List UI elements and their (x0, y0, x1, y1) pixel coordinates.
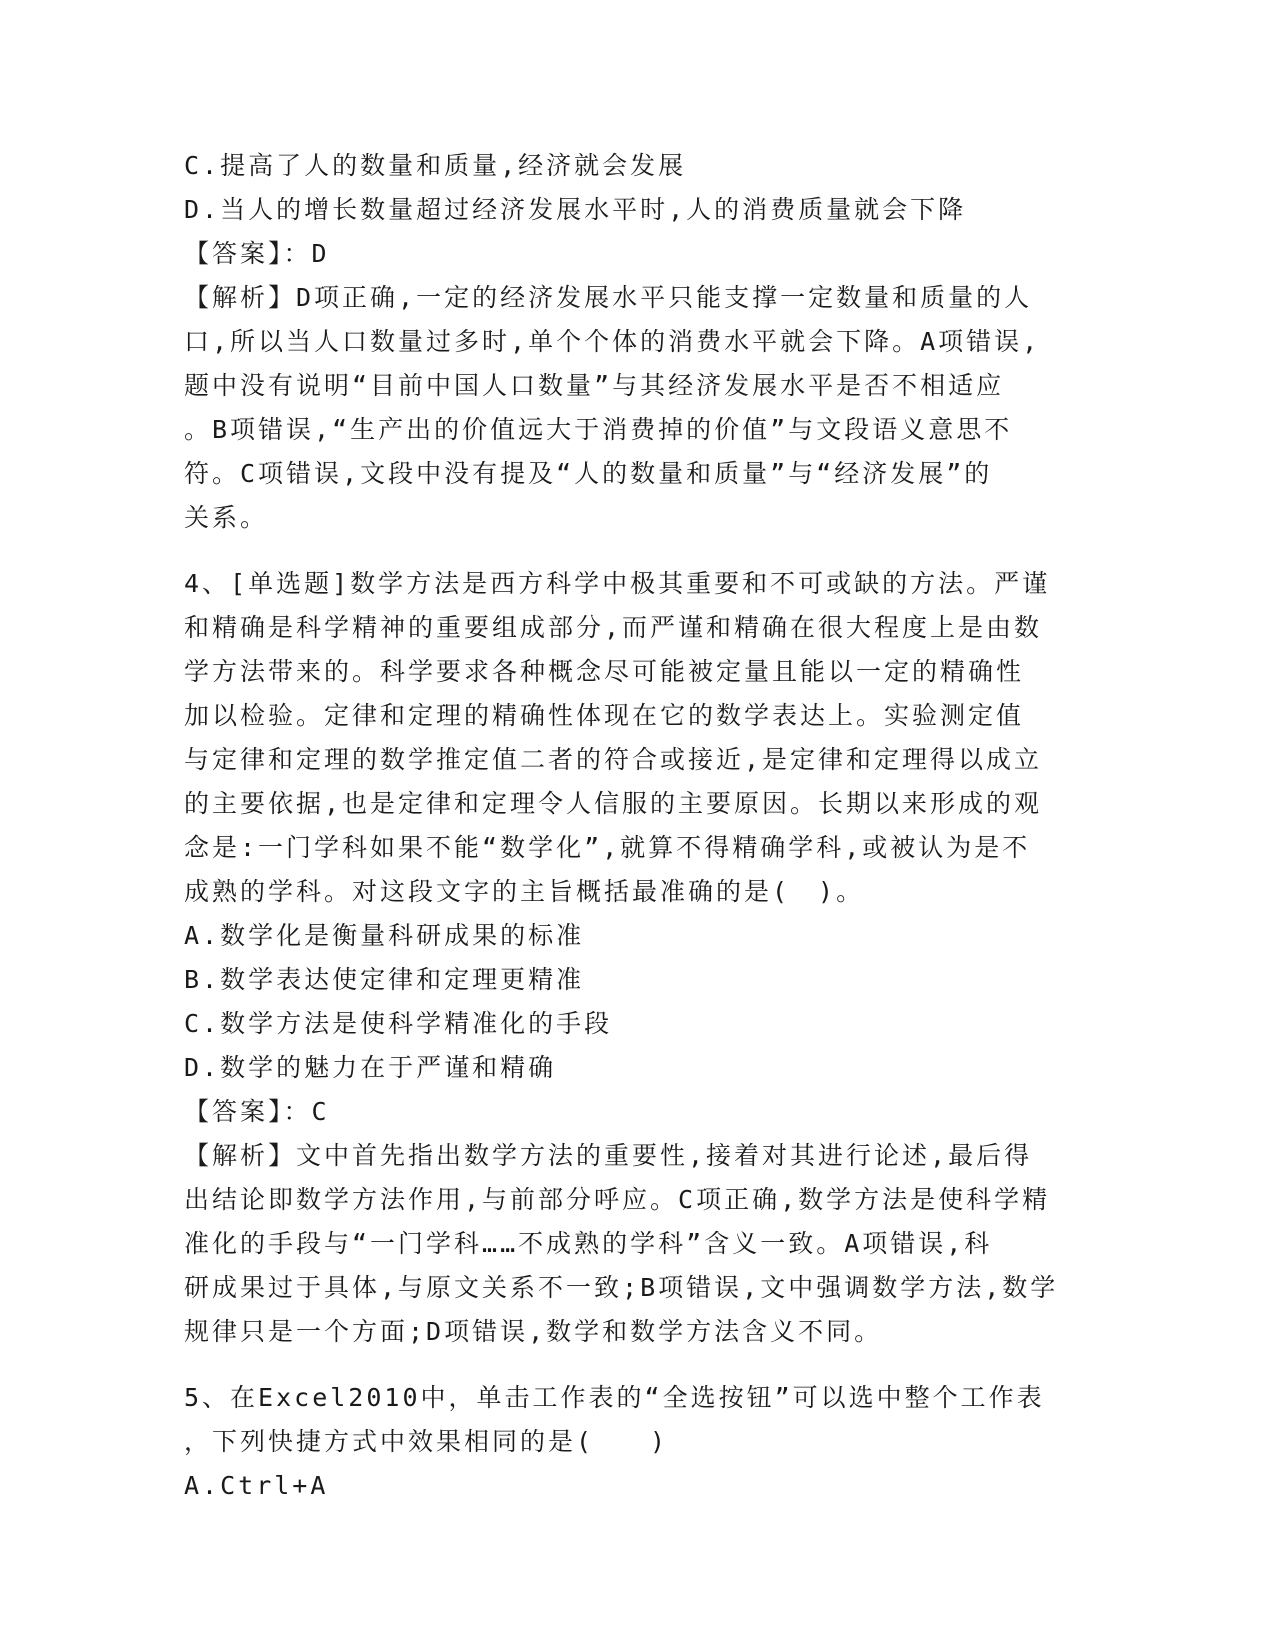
prev-question-block (184, 144, 1084, 540)
stem-line: 的主要依据,也是定律和定理令人信服的主要原因。长期以来形成的观 (184, 789, 1043, 818)
stem-line: 成熟的学科。对这段文字的主旨概括最准确的是( )。 (184, 877, 865, 906)
option-d: D.数学的魅力在于严谨和精确 (184, 1053, 557, 1082)
question-stem (184, 562, 1084, 914)
analysis-line: 符。C项错误,文段中没有提及“人的数量和质量”与“经济发展”的 (184, 459, 993, 488)
question-5-block (184, 1376, 1084, 1508)
answer: 【答案】：C (184, 1097, 330, 1126)
question-4-block (184, 562, 1084, 1354)
stem-line: 加以检验。定律和定理的精确性体现在它的数学表达上。实验测定值 (184, 701, 1025, 730)
option-a: A.Ctrl+A (184, 1471, 329, 1500)
option-c: C.数学方法是使科学精准化的手段 (184, 1009, 613, 1038)
stem-line: 和精确是科学精神的重要组成部分,而严谨和精确在很大程度上是由数 (184, 613, 1043, 642)
option-b: B.数学表达使定律和定理更精准 (184, 965, 585, 994)
analysis-line: 关系。 (184, 503, 269, 532)
analysis-line: 。B项错误,“生产出的价值远大于消费掉的价值”与文段语义意思不 (184, 415, 1013, 444)
analysis-line: 口,所以当人口数量过多时,单个个体的消费水平就会下降。A项错误, (184, 327, 1041, 356)
analysis-line: 【解析】D项正确,一定的经济发展水平只能支撑一定数量和质量的人 (184, 283, 1033, 312)
analysis-line: 出结论即数学方法作用,与前部分呼应。C项正确,数学方法是使科学精 (184, 1185, 1051, 1214)
document-content (184, 144, 1084, 1508)
stem-line: ，下列快捷方式中效果相同的是( ) (184, 1427, 669, 1456)
analysis (184, 276, 1084, 540)
analysis-line: 规律只是一个方面;D项错误,数学和数学方法含义不同。 (184, 1317, 883, 1346)
option-d: D.当人的增长数量超过经济发展水平时,人的消费质量就会下降 (184, 195, 967, 224)
analysis-line: 研成果过于具体,与原文关系不一致;B项错误,文中强调数学方法,数学 (184, 1273, 1059, 1302)
paragraph-gap (184, 1354, 1084, 1376)
analysis-line: 准化的手段与“一门学科……不成熟的学科”含义一致。A项错误,科 (184, 1229, 993, 1258)
answer: 【答案】：D (184, 239, 330, 268)
analysis-line: 题中没有说明“目前中国人口数量”与其经济发展水平是否不相适应 (184, 371, 1005, 400)
stem-line: 4、[单选题]数学方法是西方科学中极其重要和不可或缺的方法。严谨 (184, 569, 1051, 598)
analysis-line: 【解析】文中首先指出数学方法的重要性,接着对其进行论述,最后得 (184, 1141, 1033, 1170)
option-a: A.数学化是衡量科研成果的标准 (184, 921, 585, 950)
stem-line: 念是:一门学科如果不能“数学化”,就算不得精确学科,或被认为是不 (184, 833, 1031, 862)
analysis (184, 1134, 1084, 1354)
stem-line: 与定律和定理的数学推定值二者的符合或接近,是定律和定理得以成立 (184, 745, 1043, 774)
paragraph-gap (184, 540, 1084, 562)
stem-line: 5、在Excel2010中，单击工作表的“全选按钮”可以选中整个工作表 (184, 1383, 1045, 1412)
stem-line: 学方法带来的。科学要求各种概念尽可能被定量且能以一定的精确性 (184, 657, 1025, 686)
question-stem (184, 1376, 1084, 1464)
option-c: C.提高了人的数量和质量,经济就会发展 (184, 151, 687, 180)
